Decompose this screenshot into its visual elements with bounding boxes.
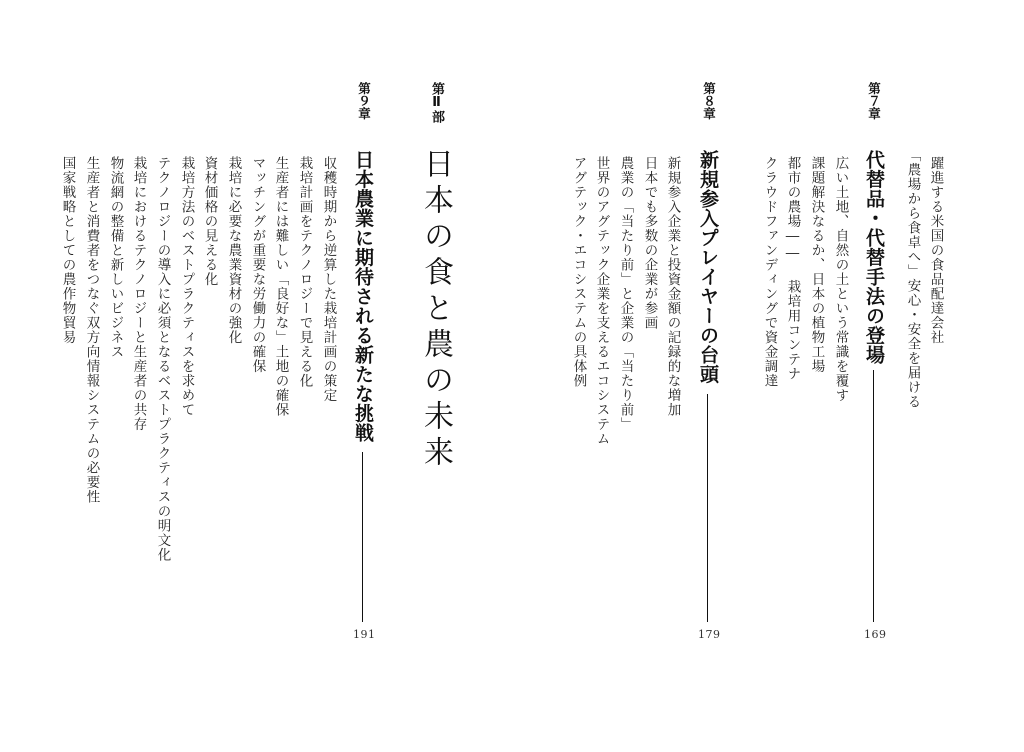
- chapter7-page-number: 169: [864, 628, 887, 641]
- chapter8-item-4: 世界のアグテック企業を支えるエコシステム: [593, 156, 610, 446]
- chapter8-item-2: 日本でも多数の企業が参画: [641, 156, 658, 330]
- part2-title: 日本の食と農の未来: [418, 148, 453, 472]
- chapter9-item-3: 生産者には難しい「良好な」土地の確保: [272, 156, 289, 417]
- chapter7-intro-1: 躍進する米国の食品配達会社: [927, 156, 944, 345]
- chapter7-leader-line: [873, 370, 874, 622]
- chapter8-leader-line: [707, 394, 708, 622]
- chapter8-page-number: 179: [698, 628, 721, 641]
- chapter9-item-5: 栽培に必要な農業資材の強化: [225, 156, 242, 345]
- chapter9-item-8: テクノロジーの導入に必須となるベストプラクティスの明文化: [154, 156, 171, 562]
- chapter7-item-4: クラウドファンディングで資金調達: [761, 156, 778, 388]
- chapter9-item-11: 生産者と消費者をつなぐ双方向情報システムの必要性: [83, 156, 100, 504]
- chapter9-leader-line: [362, 452, 363, 622]
- chapter9-item-4: マッチングが重要な労働力の確保: [249, 156, 266, 374]
- chapter9-label: 第９章: [356, 82, 372, 120]
- chapter9-page-number: 191: [353, 628, 376, 641]
- part2-label: 第Ⅱ部: [429, 82, 444, 123]
- chapter7-label: 第７章: [866, 82, 882, 120]
- chapter8-label: 第８章: [701, 82, 717, 120]
- chapter7-item-3: 都市の農場―― 栽培用コンテナ: [784, 156, 801, 381]
- chapter9-item-1: 収穫時期から逆算した栽培計画の策定: [320, 156, 337, 403]
- chapter9-item-12: 国家戦略としての農作物貿易: [59, 156, 76, 345]
- chapter8-item-3: 農業の「当たり前」と企業の「当たり前」: [617, 156, 634, 432]
- chapter7-intro-2: 「農場から食卓へ」安心・安全を届ける: [904, 148, 921, 409]
- chapter8-item-1: 新規参入企業と投資金額の記録的な増加: [664, 156, 681, 417]
- chapter8-item-5: アグテック・エコシステムの具体例: [570, 156, 587, 388]
- chapter7-title[interactable]: 代替品・代替手法の登場: [863, 150, 885, 365]
- chapter7-item-2: 課題解決なるか、日本の植物工場: [808, 156, 825, 374]
- chapter7-item-1: 広い土地、自然の土という常識を覆す: [832, 156, 849, 403]
- chapter9-item-7: 栽培方法のベストプラクティスを求めて: [178, 156, 195, 417]
- chapter8-title[interactable]: 新規参入プレイヤーの台頭: [697, 150, 719, 384]
- chapter9-title[interactable]: 日本農業に期待される新たな挑戦: [352, 150, 374, 443]
- chapter9-item-10: 物流網の整備と新しいビジネス: [107, 156, 124, 359]
- chapter9-item-6: 資材価格の見える化: [201, 156, 218, 287]
- chapter9-item-2: 栽培計画をテクノロジーで見える化: [296, 156, 313, 388]
- chapter9-item-9: 栽培におけるテクノロジーと生産者の共存: [130, 156, 147, 432]
